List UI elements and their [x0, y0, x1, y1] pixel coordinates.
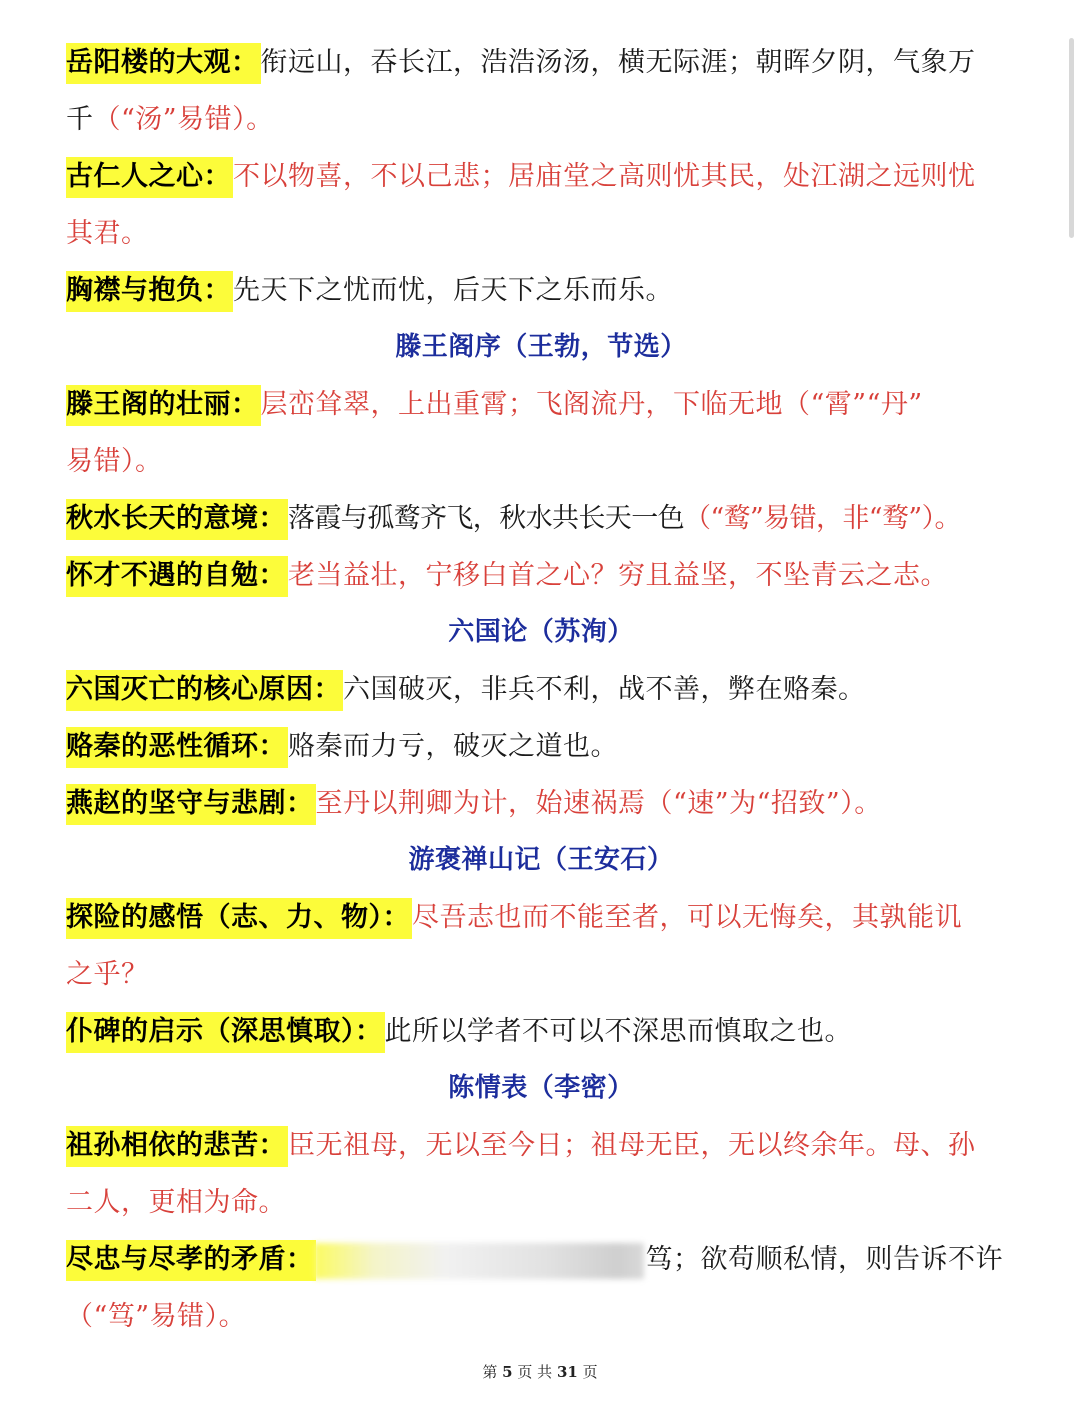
line-grandparent-grief	[66, 1117, 1016, 1174]
line-stele-lesson	[66, 1003, 1016, 1060]
section-heading: 游褒禅山记（王安石）	[408, 845, 674, 875]
highlight-label: 赂秦的恶性循环：	[66, 727, 288, 768]
line-continuation	[66, 91, 1016, 148]
quote-text: 此所以学者不可以不深思而慎取之也。	[384, 1016, 852, 1047]
line-self-encouragement	[66, 547, 1016, 604]
page-footer	[0, 1361, 1080, 1382]
line-yueyanglou-view	[66, 34, 1016, 91]
line-exploration-insight	[66, 889, 1016, 946]
highlight-label: 探险的感悟（志、力、物）：	[66, 898, 412, 939]
error-note: （“汤”易错）。	[93, 104, 274, 135]
quote-text: 不以物喜，不以己悲；居庙堂之高则忧其民，处江湖之远则忧	[233, 161, 976, 192]
line-ancient-benevolent-heart	[66, 148, 1016, 205]
section-heading: 六国论（苏洵）	[448, 617, 634, 647]
quote-text: 先天下之忧而忧，后天下之乐而乐。	[233, 275, 673, 306]
quote-text: 六国破灭，非兵不利，战不善，弊在赂秦。	[343, 674, 866, 705]
quote-text: 落霞与孤鹜齐飞，秋水共长天一色	[288, 503, 684, 534]
quote-text: 二人，更相为命。	[66, 1187, 286, 1218]
highlight-label: 怀才不遇的自勉：	[66, 556, 288, 597]
line-vicious-cycle	[66, 718, 1016, 775]
footer-prefix: 第	[482, 1363, 498, 1381]
highlight-label: 滕王阁的壮丽：	[66, 385, 261, 426]
error-note: （“鹜”易错，非“骛”）。	[684, 503, 961, 534]
line-continuation	[66, 1174, 1016, 1231]
quote-text: 臣无祖母，无以至今日；祖母无臣，无以终余年。母、孙	[288, 1130, 976, 1161]
highlight-label: 胸襟与抱负：	[66, 271, 233, 312]
highlight-label: 秋水长天的意境：	[66, 499, 288, 540]
footer-middle: 页 共	[517, 1363, 553, 1381]
line-continuation	[66, 1288, 1016, 1345]
quote-text: 其君。	[66, 218, 149, 249]
line-tengwangge-splendor	[66, 376, 1016, 433]
quote-text: 老当益壮，宁移白首之心？穷且益坚，不坠青云之志。	[288, 560, 948, 591]
line-continuation	[66, 946, 1016, 1003]
quote-text: 尽吾志也而不能至者，可以无悔矣，其孰能讥	[412, 902, 962, 933]
quote-text: 笃；欲苟顺私情，则告诉不许	[645, 1244, 1003, 1275]
quote-text: 衔远山，吞长江，浩浩汤汤，横无际涯；朝晖夕阴，气象万	[260, 47, 976, 78]
quote-text: 赂秦而力亏，破灭之道也。	[288, 731, 618, 762]
highlight-label: 古仁人之心：	[66, 157, 233, 198]
highlight-label: 岳阳楼的大观：	[66, 43, 261, 84]
quote-text: 千	[66, 104, 94, 135]
error-note: （“笃”易错）。	[66, 1301, 247, 1332]
quote-text: 至丹以荆卿为计，始速祸焉（“速”为“招致”）。	[315, 788, 882, 819]
footer-total-pages: 31	[556, 1363, 578, 1381]
line-core-cause	[66, 661, 1016, 718]
section-heading: 滕王阁序（王勃，节选）	[395, 332, 687, 362]
highlight-label: 燕赵的坚守与悲剧：	[66, 784, 316, 825]
line-continuation	[66, 205, 1016, 262]
document-page	[66, 34, 1016, 1345]
line-autumn-water	[66, 490, 1016, 547]
line-yan-zhao	[66, 775, 1016, 832]
highlight-label: 尽忠与尽孝的矛盾：	[66, 1240, 316, 1281]
section-heading: 陈情表（李密）	[448, 1073, 634, 1103]
line-ambition	[66, 262, 1016, 319]
line-continuation	[66, 433, 1016, 490]
highlight-label: 六国灭亡的核心原因：	[66, 670, 343, 711]
quote-text: 易错）。	[66, 446, 163, 477]
blurred-region	[314, 1243, 644, 1279]
quote-text: 层峦耸翠，上出重霄；飞阁流丹，下临无地（“霄”“丹”	[260, 389, 923, 420]
quote-text: 之乎？	[66, 959, 149, 990]
footer-suffix: 页	[582, 1363, 598, 1381]
line-loyalty-filial-conflict	[66, 1231, 1016, 1288]
scrollbar[interactable]	[1069, 38, 1074, 238]
highlight-label: 祖孙相依的悲苦：	[66, 1126, 288, 1167]
footer-page-number: 5	[502, 1363, 513, 1381]
highlight-label: 仆碑的启示（深思慎取）：	[66, 1012, 385, 1053]
